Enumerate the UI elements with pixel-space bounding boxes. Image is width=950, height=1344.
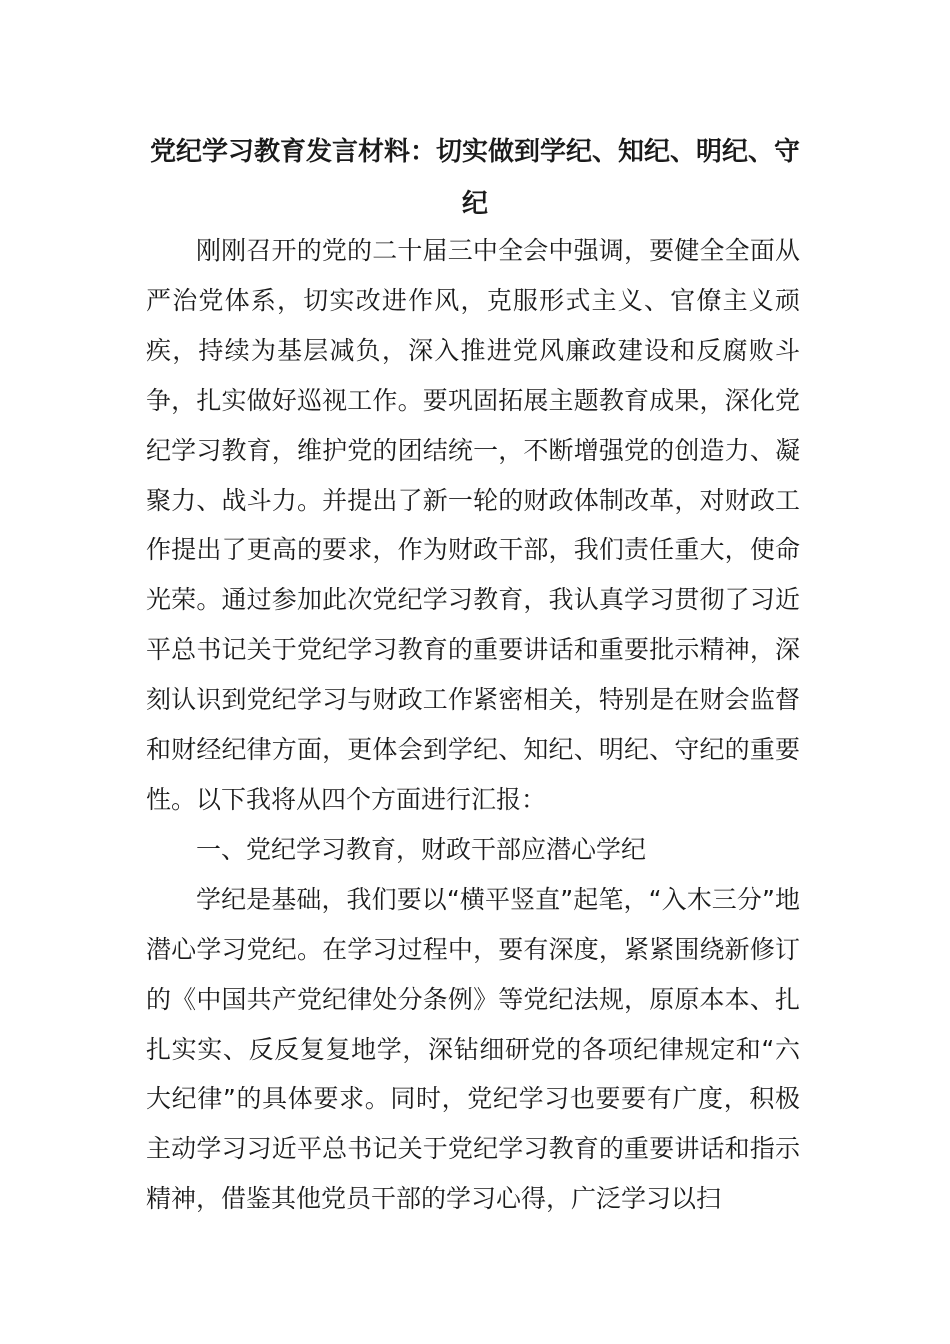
paragraph-intro: 刚刚召开的党的二十届三中全会中强调，要健全全面从严治党体系，切实改进作风，克服形式主义、官僚主义顽疾，持续为基层减负，深入推进党风廉政建设和反腐败斗争，扎实做好巡视工作。要巩固拓展主题教育成果，深化党纪学习教育，维护党的团结统一，不断增强党的创造力、凝聚力、战斗力。并提出了新一轮的财政体制改革，对财政工作提出了更高的要求，作为财政干部，我们责任重大，使命光荣。通过参加此次党纪学习教育，我认真学习贯彻了习近平总书记关于党纪学习教育的重要讲话和重要批示精神，深刻认识到党纪学习与财政工作紧密相关，特别是在财会监督和财经纪律方面，更体会到学纪、知纪、明纪、守纪的重要性。以下我将从四个方面进行汇报： — [146, 236, 800, 814]
document-title: 党纪学习教育发言材料：切实做到学纪、知纪、明纪、守纪 — [150, 137, 801, 219]
document-body — [146, 226, 800, 1224]
paragraph-section-1: 学纪是基础，我们要以“横平竖直”起笔，“入木三分”地潜心学习党纪。在学习过程中，要有深度，紧紧围绕新修订的《中国共产党纪律处分条例》等党纪法规，原原本本、扎扎实实、反反复复地学，深钻细研党的各项纪律规定和“六大纪律”的具体要求。同时，党纪学习也要要有广度，积极主动学习习近平总书记关于党纪学习教育的重要讲话和指示精神，借鉴其他党员干部的学习心得，广泛学习以扫 — [146, 884, 800, 1214]
section-heading-1: 一、党纪学习教育，财政干部应潜心学纪 — [196, 834, 647, 864]
